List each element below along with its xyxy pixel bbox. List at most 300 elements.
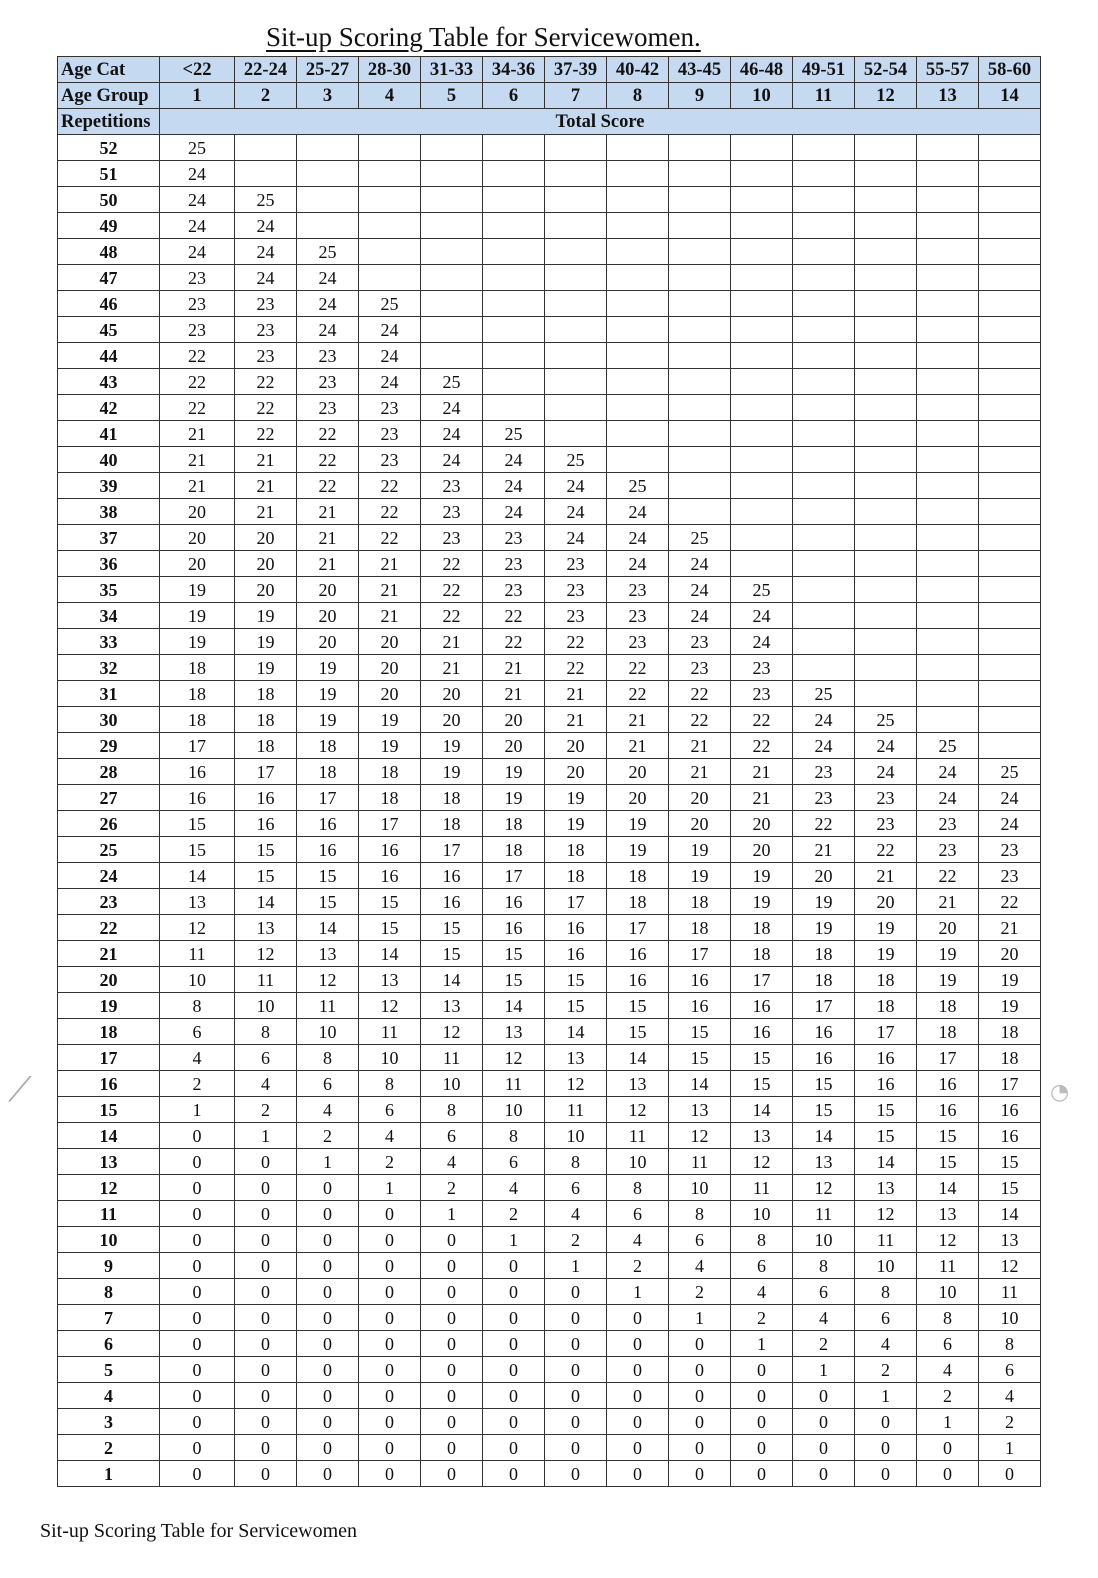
score-cell: 4 (855, 1331, 917, 1357)
score-cell: 23 (421, 499, 483, 525)
score-cell (607, 447, 669, 473)
score-cell: 20 (607, 785, 669, 811)
score-cell: 8 (160, 993, 235, 1019)
score-cell: 20 (297, 603, 359, 629)
score-cell: 24 (359, 343, 421, 369)
figure-caption: Sit-up Scoring Table for Servicewomen (40, 1520, 358, 1542)
score-cell: 16 (421, 863, 483, 889)
score-cell (917, 577, 979, 603)
score-cell (917, 655, 979, 681)
score-cell (421, 161, 483, 187)
score-cell: 19 (421, 733, 483, 759)
score-cell: 20 (160, 525, 235, 551)
score-cell: 0 (545, 1409, 607, 1435)
score-cell: 4 (235, 1071, 297, 1097)
score-cell: 15 (979, 1149, 1041, 1175)
score-cell: 2 (545, 1227, 607, 1253)
table-row (58, 1019, 1041, 1045)
score-cell: 0 (297, 1435, 359, 1461)
score-cell: 24 (545, 499, 607, 525)
score-cell: 1 (421, 1201, 483, 1227)
score-cell (297, 135, 359, 161)
score-cell: 17 (235, 759, 297, 785)
age-group-header: 13 (917, 83, 979, 109)
score-cell: 15 (731, 1045, 793, 1071)
score-cell: 0 (545, 1461, 607, 1487)
score-cell: 24 (855, 733, 917, 759)
score-cell: 24 (297, 265, 359, 291)
score-cell: 11 (979, 1279, 1041, 1305)
score-cell: 24 (359, 317, 421, 343)
repetitions-cell: 27 (58, 785, 160, 811)
score-cell: 4 (359, 1123, 421, 1149)
score-cell: 0 (160, 1279, 235, 1305)
score-cell: 0 (669, 1435, 731, 1461)
score-cell: 24 (359, 369, 421, 395)
score-cell: 21 (235, 499, 297, 525)
score-cell: 22 (359, 525, 421, 551)
score-cell (607, 369, 669, 395)
score-cell (979, 499, 1041, 525)
score-cell: 10 (483, 1097, 545, 1123)
score-cell: 23 (731, 655, 793, 681)
table-row (58, 213, 1041, 239)
score-cell: 21 (855, 863, 917, 889)
score-cell (917, 395, 979, 421)
repetitions-cell: 33 (58, 629, 160, 655)
score-cell (979, 707, 1041, 733)
score-cell: 25 (917, 733, 979, 759)
score-cell: 8 (669, 1201, 731, 1227)
score-cell: 2 (917, 1383, 979, 1409)
score-cell (917, 681, 979, 707)
score-cell: 0 (483, 1357, 545, 1383)
score-cell (855, 577, 917, 603)
score-cell (793, 603, 855, 629)
score-cell: 23 (793, 759, 855, 785)
score-cell: 0 (545, 1331, 607, 1357)
score-cell: 23 (160, 317, 235, 343)
score-cell: 1 (160, 1097, 235, 1123)
score-cell: 8 (607, 1175, 669, 1201)
score-cell: 0 (235, 1149, 297, 1175)
score-cell: 0 (235, 1175, 297, 1201)
score-cell: 0 (421, 1279, 483, 1305)
score-cell: 15 (855, 1123, 917, 1149)
age-group-header: 12 (855, 83, 917, 109)
score-cell: 23 (235, 291, 297, 317)
score-cell: 15 (297, 889, 359, 915)
table-row (58, 135, 1041, 161)
table-row (58, 1409, 1041, 1435)
score-cell: 18 (421, 811, 483, 837)
score-cell (607, 239, 669, 265)
score-cell: 0 (359, 1253, 421, 1279)
table-row (58, 1383, 1041, 1409)
score-cell: 15 (421, 915, 483, 941)
score-cell: 0 (483, 1253, 545, 1279)
score-cell: 0 (793, 1461, 855, 1487)
score-cell (855, 473, 917, 499)
score-cell: 18 (359, 759, 421, 785)
score-cell: 23 (235, 317, 297, 343)
score-cell (979, 213, 1041, 239)
age-cat-header: 43-45 (669, 57, 731, 83)
score-cell: 0 (607, 1383, 669, 1409)
repetitions-cell: 41 (58, 421, 160, 447)
score-cell (979, 343, 1041, 369)
score-cell: 15 (545, 967, 607, 993)
score-cell: 1 (731, 1331, 793, 1357)
score-cell: 0 (235, 1279, 297, 1305)
score-cell: 16 (793, 1019, 855, 1045)
score-cell (421, 187, 483, 213)
score-cell (979, 655, 1041, 681)
score-cell (235, 161, 297, 187)
score-cell: 22 (297, 421, 359, 447)
score-cell: 15 (545, 993, 607, 1019)
score-cell: 12 (160, 915, 235, 941)
score-cell (297, 213, 359, 239)
score-cell: 16 (855, 1071, 917, 1097)
age-cat-header: 22-24 (235, 57, 297, 83)
score-cell (669, 213, 731, 239)
score-cell: 14 (793, 1123, 855, 1149)
score-cell: 0 (421, 1383, 483, 1409)
score-cell: 21 (483, 655, 545, 681)
score-cell (731, 525, 793, 551)
score-cell: 0 (669, 1357, 731, 1383)
score-cell: 1 (235, 1123, 297, 1149)
score-cell: 12 (545, 1071, 607, 1097)
score-cell: 0 (421, 1357, 483, 1383)
score-cell: 15 (359, 915, 421, 941)
score-cell: 23 (545, 603, 607, 629)
score-cell: 0 (607, 1409, 669, 1435)
score-cell: 18 (607, 863, 669, 889)
score-cell (793, 161, 855, 187)
score-cell: 16 (607, 967, 669, 993)
score-cell: 19 (359, 733, 421, 759)
score-cell: 25 (297, 239, 359, 265)
table-row (58, 759, 1041, 785)
score-cell: 19 (917, 967, 979, 993)
table-row (58, 473, 1041, 499)
score-cell: 1 (669, 1305, 731, 1331)
repetitions-cell: 40 (58, 447, 160, 473)
score-cell: 23 (669, 655, 731, 681)
score-cell: 0 (607, 1461, 669, 1487)
score-cell: 18 (545, 837, 607, 863)
score-cell (731, 265, 793, 291)
score-cell: 21 (731, 759, 793, 785)
score-cell: 4 (669, 1253, 731, 1279)
score-cell: 18 (235, 707, 297, 733)
score-cell: 11 (421, 1045, 483, 1071)
score-cell: 0 (160, 1227, 235, 1253)
table-row (58, 967, 1041, 993)
score-cell: 0 (545, 1279, 607, 1305)
score-cell: 12 (235, 941, 297, 967)
score-cell (545, 317, 607, 343)
score-cell: 13 (483, 1019, 545, 1045)
score-cell (731, 161, 793, 187)
score-cell: 0 (359, 1279, 421, 1305)
repetitions-cell: 37 (58, 525, 160, 551)
score-cell: 22 (669, 681, 731, 707)
score-cell: 0 (731, 1383, 793, 1409)
repetitions-cell: 35 (58, 577, 160, 603)
score-cell: 13 (855, 1175, 917, 1201)
score-cell: 19 (160, 629, 235, 655)
score-cell (855, 447, 917, 473)
score-cell (855, 629, 917, 655)
score-cell: 22 (235, 421, 297, 447)
table-row (58, 603, 1041, 629)
repetitions-cell: 31 (58, 681, 160, 707)
score-cell: 15 (483, 967, 545, 993)
score-cell: 2 (235, 1097, 297, 1123)
score-cell: 15 (297, 863, 359, 889)
score-cell: 0 (731, 1461, 793, 1487)
table-row (58, 707, 1041, 733)
score-cell: 6 (160, 1019, 235, 1045)
score-cell: 13 (607, 1071, 669, 1097)
score-cell: 0 (483, 1305, 545, 1331)
score-cell: 20 (359, 629, 421, 655)
score-cell (979, 473, 1041, 499)
score-cell: 25 (607, 473, 669, 499)
score-cell: 2 (483, 1201, 545, 1227)
score-cell (669, 239, 731, 265)
score-cell: 0 (297, 1201, 359, 1227)
score-cell: 15 (855, 1097, 917, 1123)
repetitions-header-row (58, 109, 1041, 135)
score-cell: 4 (607, 1227, 669, 1253)
score-cell: 0 (855, 1461, 917, 1487)
table-row (58, 655, 1041, 681)
score-cell (855, 551, 917, 577)
repetitions-cell: 12 (58, 1175, 160, 1201)
score-cell: 17 (297, 785, 359, 811)
score-cell (731, 447, 793, 473)
age-cat-header: 46-48 (731, 57, 793, 83)
score-cell: 8 (979, 1331, 1041, 1357)
score-cell (669, 395, 731, 421)
table-row (58, 837, 1041, 863)
score-cell (483, 343, 545, 369)
score-cell: 19 (607, 837, 669, 863)
score-cell: 14 (855, 1149, 917, 1175)
score-cell: 10 (421, 1071, 483, 1097)
score-cell: 19 (359, 707, 421, 733)
score-cell: 20 (359, 655, 421, 681)
score-cell: 22 (160, 369, 235, 395)
score-cell: 13 (359, 967, 421, 993)
score-cell: 11 (669, 1149, 731, 1175)
score-cell: 11 (607, 1123, 669, 1149)
score-cell: 2 (855, 1357, 917, 1383)
score-cell: 17 (731, 967, 793, 993)
score-cell (235, 135, 297, 161)
score-cell: 0 (793, 1383, 855, 1409)
score-cell (545, 213, 607, 239)
table-row (58, 889, 1041, 915)
score-cell: 23 (545, 577, 607, 603)
score-cell (731, 317, 793, 343)
score-cell: 24 (483, 473, 545, 499)
score-cell: 15 (669, 1045, 731, 1071)
score-cell: 22 (607, 655, 669, 681)
score-cell (979, 577, 1041, 603)
table-row (58, 1331, 1041, 1357)
score-cell: 24 (979, 811, 1041, 837)
score-cell (359, 187, 421, 213)
repetitions-cell: 43 (58, 369, 160, 395)
score-cell: 14 (235, 889, 297, 915)
score-cell (855, 681, 917, 707)
score-cell: 4 (545, 1201, 607, 1227)
score-cell (421, 265, 483, 291)
repetitions-cell: 44 (58, 343, 160, 369)
age-group-header: 14 (979, 83, 1041, 109)
score-cell: 15 (607, 993, 669, 1019)
score-cell: 15 (793, 1097, 855, 1123)
score-cell: 0 (421, 1331, 483, 1357)
score-cell: 18 (855, 993, 917, 1019)
score-cell (669, 317, 731, 343)
score-cell: 15 (160, 837, 235, 863)
score-cell: 18 (979, 1019, 1041, 1045)
score-cell (917, 603, 979, 629)
score-cell: 21 (545, 681, 607, 707)
score-cell: 22 (297, 473, 359, 499)
score-cell: 21 (917, 889, 979, 915)
score-cell (421, 213, 483, 239)
score-cell: 22 (297, 447, 359, 473)
score-cell: 15 (793, 1071, 855, 1097)
table-row (58, 499, 1041, 525)
score-cell (483, 135, 545, 161)
score-cell: 8 (421, 1097, 483, 1123)
score-cell: 0 (297, 1409, 359, 1435)
score-cell: 24 (669, 551, 731, 577)
score-cell: 14 (160, 863, 235, 889)
score-cell (669, 161, 731, 187)
score-cell (855, 213, 917, 239)
score-cell: 22 (545, 655, 607, 681)
score-cell (669, 187, 731, 213)
score-cell (855, 239, 917, 265)
score-cell: 23 (917, 811, 979, 837)
score-cell (979, 395, 1041, 421)
score-cell (731, 395, 793, 421)
score-cell: 20 (297, 629, 359, 655)
age-cat-header: 25-27 (297, 57, 359, 83)
score-cell (793, 421, 855, 447)
score-cell (731, 239, 793, 265)
score-cell: 19 (483, 785, 545, 811)
score-cell: 10 (731, 1201, 793, 1227)
score-cell: 25 (235, 187, 297, 213)
score-cell: 23 (483, 551, 545, 577)
score-cell (917, 291, 979, 317)
score-cell: 25 (483, 421, 545, 447)
score-cell: 23 (359, 421, 421, 447)
score-cell: 23 (235, 343, 297, 369)
score-cell: 19 (793, 889, 855, 915)
score-cell (793, 343, 855, 369)
score-cell: 0 (731, 1409, 793, 1435)
score-cell: 0 (607, 1357, 669, 1383)
score-cell: 18 (483, 811, 545, 837)
score-cell: 0 (160, 1409, 235, 1435)
score-cell: 24 (421, 447, 483, 473)
score-cell: 22 (545, 629, 607, 655)
score-cell (917, 551, 979, 577)
score-cell: 25 (793, 681, 855, 707)
age-group-header: 5 (421, 83, 483, 109)
score-cell (607, 317, 669, 343)
score-cell: 21 (607, 707, 669, 733)
score-cell (607, 343, 669, 369)
score-cell: 0 (297, 1305, 359, 1331)
score-cell: 20 (731, 837, 793, 863)
score-cell (359, 161, 421, 187)
score-cell: 0 (160, 1461, 235, 1487)
score-cell: 20 (731, 811, 793, 837)
score-cell: 21 (160, 473, 235, 499)
score-cell: 13 (917, 1201, 979, 1227)
score-cell: 20 (235, 551, 297, 577)
score-cell: 0 (545, 1435, 607, 1461)
score-cell: 0 (855, 1435, 917, 1461)
score-cell (607, 421, 669, 447)
score-cell: 16 (297, 837, 359, 863)
score-cell: 0 (731, 1357, 793, 1383)
score-cell (917, 213, 979, 239)
score-cell: 0 (297, 1357, 359, 1383)
score-cell: 23 (545, 551, 607, 577)
table-row (58, 369, 1041, 395)
score-cell: 20 (235, 525, 297, 551)
score-cell (793, 473, 855, 499)
age-group-header: 3 (297, 83, 359, 109)
score-cell: 24 (669, 603, 731, 629)
score-cell: 6 (359, 1097, 421, 1123)
table-row (58, 1461, 1041, 1487)
table-row (58, 525, 1041, 551)
score-cell: 1 (855, 1383, 917, 1409)
score-cell: 13 (235, 915, 297, 941)
repetitions-cell: 16 (58, 1071, 160, 1097)
score-cell: 0 (359, 1409, 421, 1435)
age-cat-header: 58-60 (979, 57, 1041, 83)
score-cell: 6 (421, 1123, 483, 1149)
score-cell: 13 (793, 1149, 855, 1175)
table-row (58, 447, 1041, 473)
score-cell (359, 239, 421, 265)
score-cell: 23 (160, 265, 235, 291)
score-cell: 21 (793, 837, 855, 863)
score-cell (545, 187, 607, 213)
score-cell: 0 (160, 1305, 235, 1331)
score-cell: 14 (297, 915, 359, 941)
repetitions-cell: 4 (58, 1383, 160, 1409)
table-row (58, 1305, 1041, 1331)
page-edge-mark-left: ⟋ (8, 1070, 32, 1110)
score-cell: 15 (235, 863, 297, 889)
